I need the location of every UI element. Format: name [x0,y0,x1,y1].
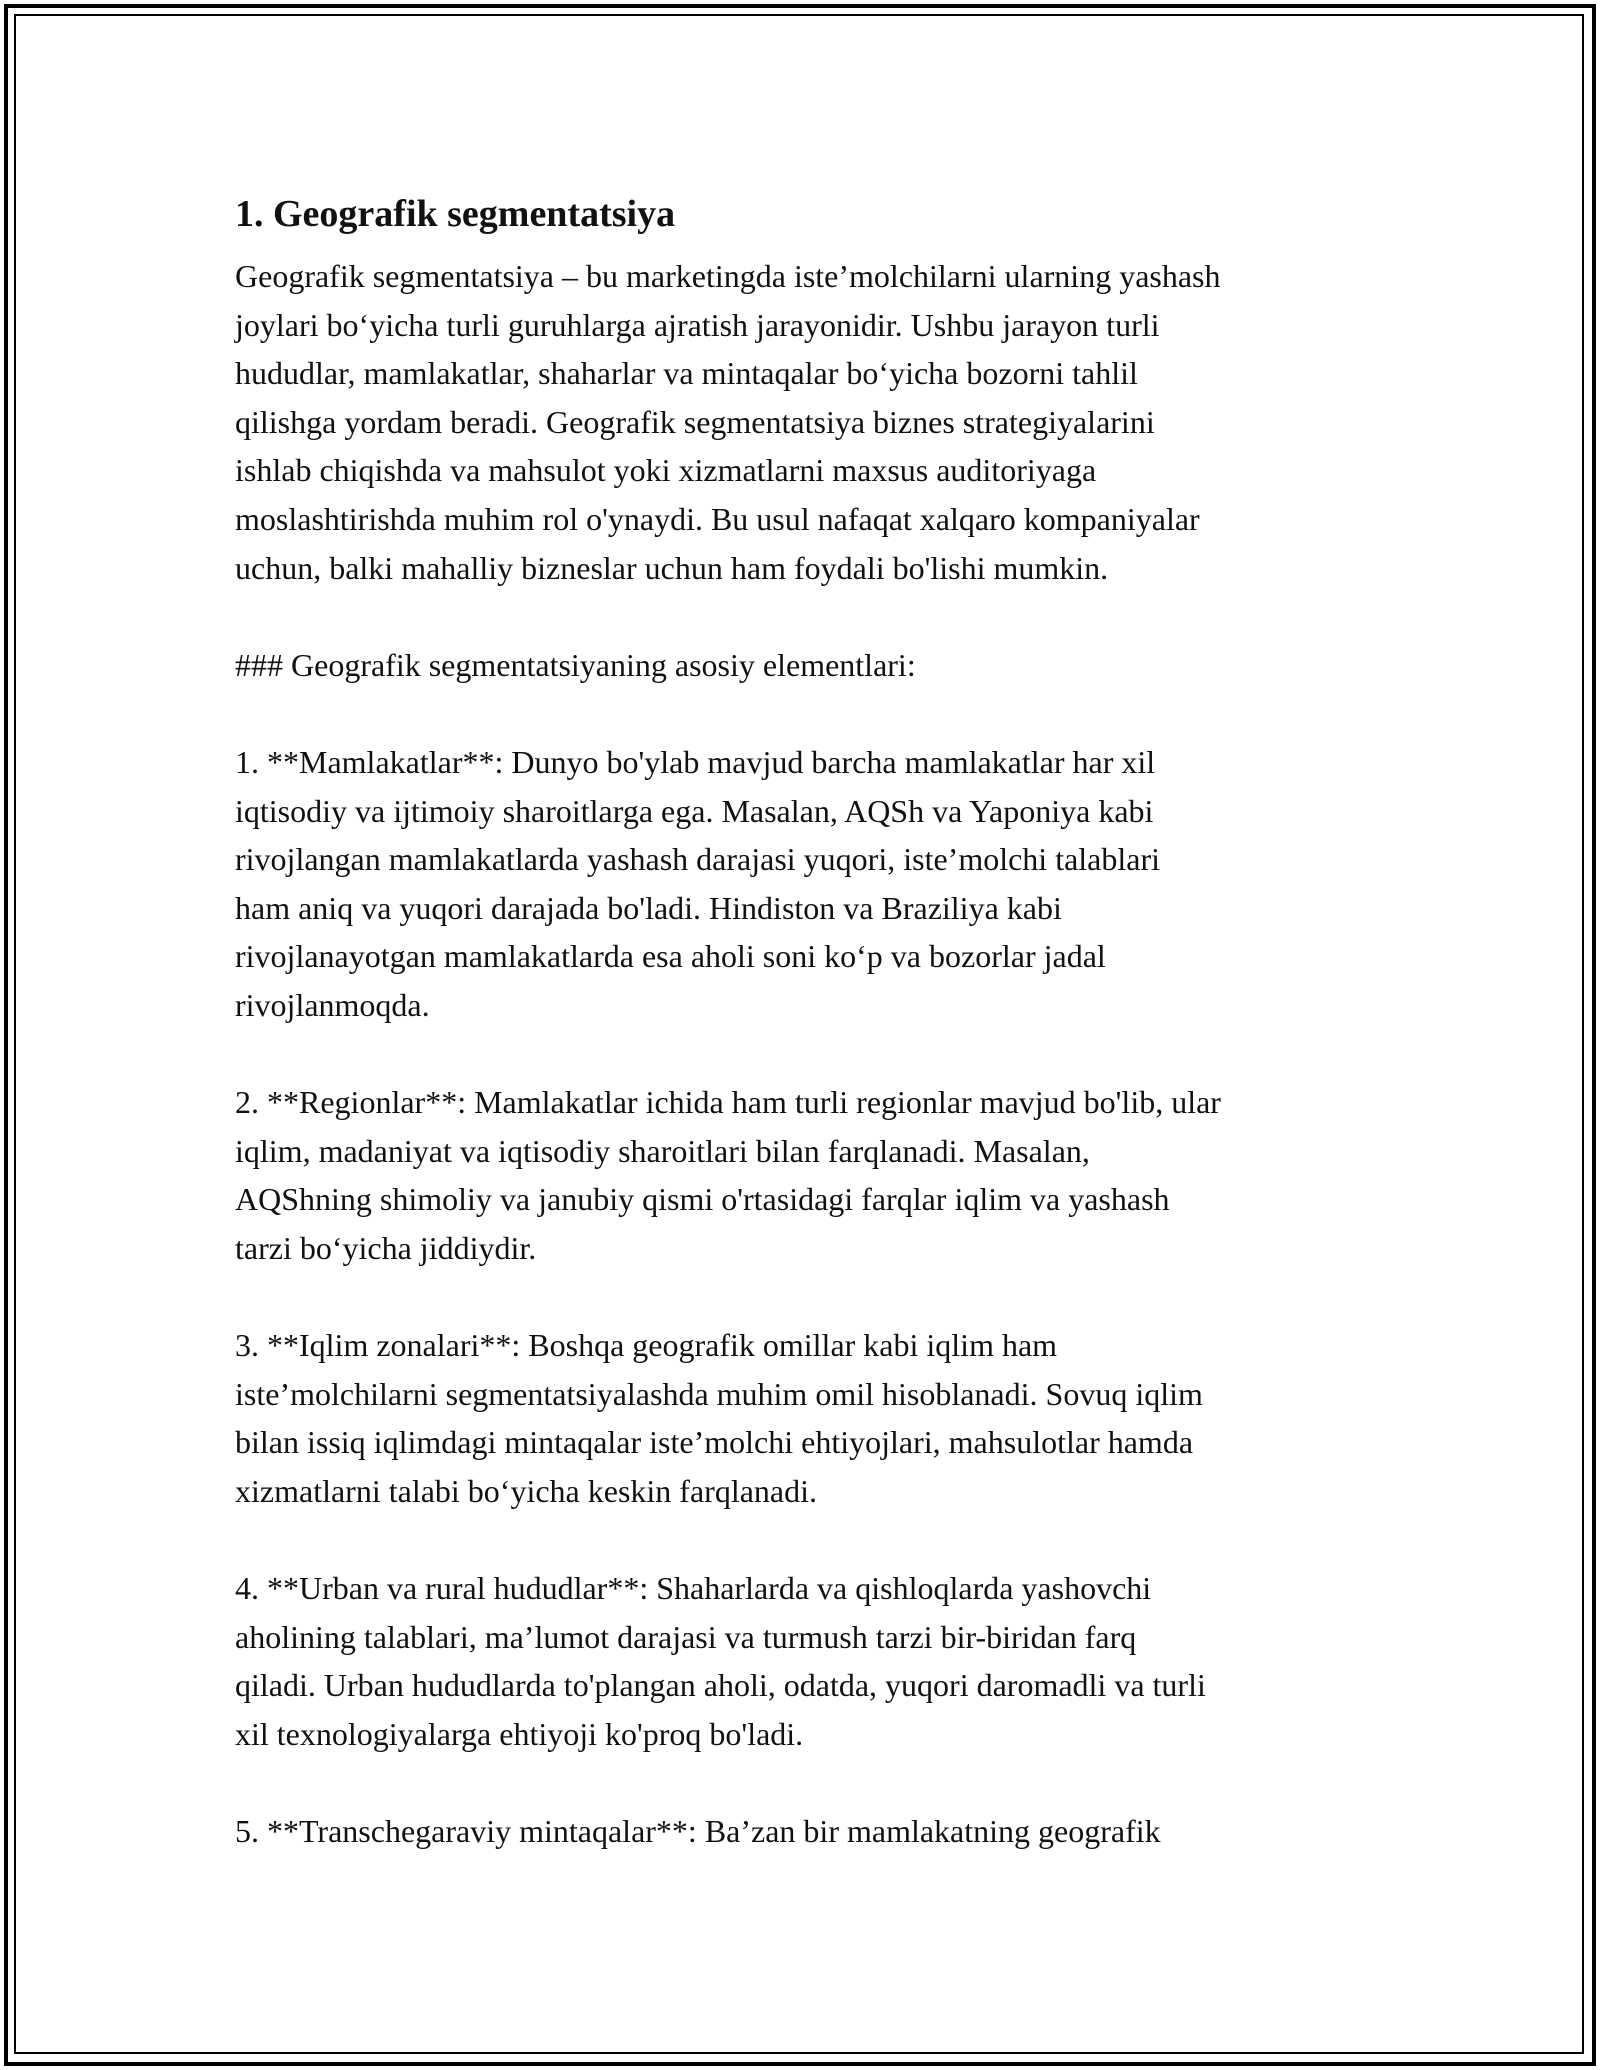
paragraph-line: bilan issiq iqlimdagi mintaqalar iste’molchi ehtiyojlari, mahsulotlar hamda [235,1424,1194,1461]
paragraph-line: xizmatlarni talabi bo‘yicha keskin farqlanadi. [235,1472,817,1509]
intro-paragraph [235,252,1385,592]
paragraph-line: hududlar, mamlakatlar, shaharlar va mintaqalar bo‘yicha bozorni tahlil [235,355,1138,392]
paragraph-line: 4. **Urban va rural hududlar**: Shaharlarda va qishloqlarda yashovchi [235,1570,1152,1607]
list-item-mamlakatlar [235,738,1385,1030]
paragraph-line: xil texnologiyalarga ehtiyoji ko'proq bo'ladi. [235,1715,804,1752]
paragraph-line: 5. **Transchegaraviy mintaqalar**: Ba’zan bir mamlakatning geografik [235,1813,1161,1849]
paragraph-line: ishlab chiqishda va mahsulot yoki xizmatlarni maxsus auditoriyaga [235,452,1097,489]
list-item-transchegaraviy [235,1807,1385,1856]
blank-line [235,1515,1385,1564]
subheading-text: ### Geografik segmentatsiyaning asosiy elementlari: [235,646,916,683]
paragraph-line: 1. **Mamlakatlar**: Dunyo bo'ylab mavjud barcha mamlakatlar har xil [235,743,1156,780]
blank-line [235,1272,1385,1321]
paragraph-line: Geografik segmentatsiya – bu marketingda iste’molchilarni ularning yashash [235,258,1221,294]
document-title: 1. Geografik segmentatsiya [235,193,676,235]
paragraph-line: iste’molchilarni segmentatsiyalashda muhim omil hisoblanadi. Sovuq iqlim [235,1375,1203,1412]
paragraph-line: rivojlangan mamlakatlarda yashash darajasi yuqori, iste’molchi talablari [235,841,1161,878]
paragraph-line: tarzi bo‘yicha jiddiydir. [235,1229,537,1266]
paragraph-line: iqlim, madaniyat va iqtisodiy sharoitlari bilan farqlanadi. Masalan, [235,1132,1090,1169]
paragraph-line: moslashtirishda muhim rol o'ynaydi. Bu usul nafaqat xalqaro kompaniyalar [235,500,1200,537]
document-body [235,186,1385,1856]
blank-line [235,1758,1385,1807]
paragraph-line: AQShning shimoliy va janubiy qismi o'rtasidagi farqlar iqlim va yashash [235,1181,1170,1218]
paragraph-line: uchun, balki mahalliy bizneslar uchun ham foydali bo'lishi mumkin. [235,549,1109,586]
paragraph-line: ham aniq va yuqori darajada bo'ladi. Hindiston va Braziliya kabi [235,889,1062,926]
section-subheading [235,641,1385,690]
paragraph-line: qilishga yordam beradi. Geografik segmentatsiya biznes strategiyalarini [235,403,1155,440]
paragraph-line: 3. **Iqlim zonalari**: Boshqa geografik omillar kabi iqlim ham [235,1327,1058,1364]
paragraph-line: rivojlanmoqda. [235,986,430,1023]
list-item-regionlar [235,1078,1385,1272]
blank-line [235,1030,1385,1079]
paragraph-line: iqtisodiy va ijtimoiy sharoitlarga ega. Masalan, AQSh va Yaponiya kabi [235,792,1154,829]
paragraph-line: aholining talablari, ma’lumot darajasi va turmush tarzi bir-biridan farq [235,1618,1137,1655]
paragraph-line: 2. **Regionlar**: Mamlakatlar ichida ham turli regionlar mavjud bo'lib, ular [235,1084,1221,1121]
blank-line [235,592,1385,641]
blank-line [235,689,1385,738]
paragraph-line: qiladi. Urban hududlarda to'plangan aholi, odatda, yuqori daromadli va turli [235,1667,1206,1704]
paragraph-line: rivojlanayotgan mamlakatlarda esa aholi soni ko‘p va bozorlar jadal [235,938,1106,975]
paragraph-line: joylari bo‘yicha turli guruhlarga ajratish jarayonidir. Ushbu jarayon turli [235,306,1160,343]
list-item-urban-rural [235,1564,1385,1758]
list-item-iqlim-zonalari [235,1321,1385,1515]
